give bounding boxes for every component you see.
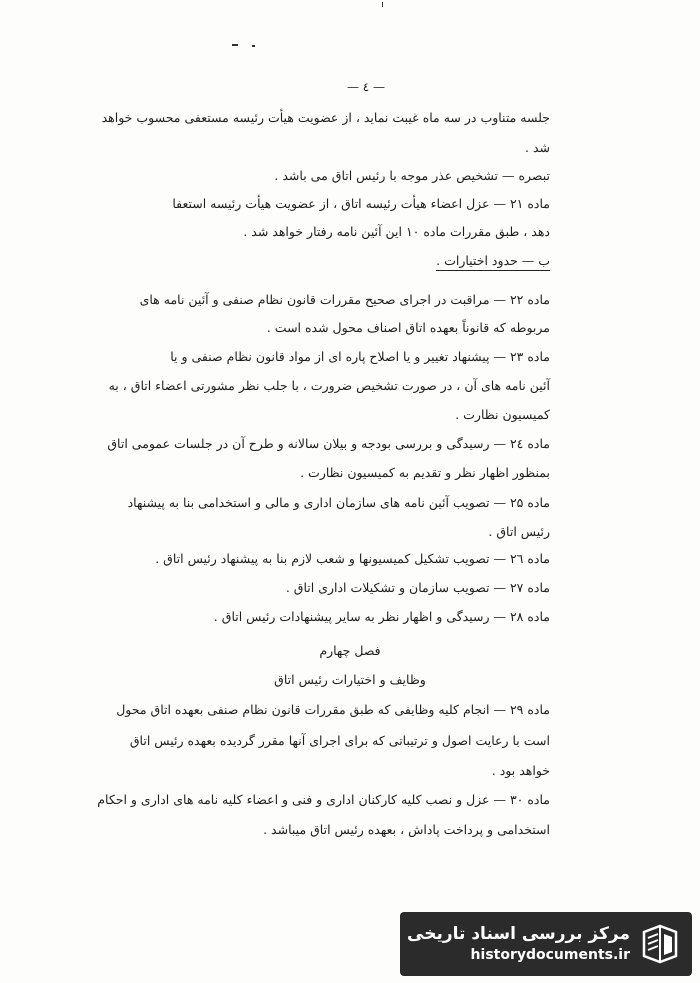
archive-book-icon [638, 922, 682, 966]
text-line: ماده ۲۸ — رسیدگی و اظهار نظر به سایر پیشنهادات رئیس اتاق . [213, 609, 550, 624]
text-line: خواهد بود . [491, 763, 550, 778]
text-line: بمنظور اظهار نظر و تقدیم به کمیسیون نظارت . [300, 465, 550, 480]
text-line: ماده ۲۱ — عزل اعضاء هیأت رئیسه اتاق ، از عضویت هیأت رئیسه استعفا [172, 196, 550, 211]
page-number: — ٤ — [346, 80, 386, 94]
text-line: آئین نامه های آن ، در صورت تشخیص ضرورت ، با جلب نظر مشورتی اعضاء اتاق ، به [108, 378, 550, 393]
scan-mark [232, 44, 238, 46]
watermark-text [407, 923, 630, 965]
text-line: ماده ۲۷ — تصویب سازمان و تشکیلات اداری اتاق . [285, 580, 550, 595]
text-line: ماده ۲۹ — انجام کلیه وظایفی که طبق مقررات قانون نظام صنفی بعهده اتاق محول [116, 702, 550, 717]
section-heading-text: ب — حدود اختیارات . [436, 253, 550, 271]
chapter-title: فصل چهارم [319, 643, 381, 658]
text-line: رئیس اتاق . [488, 524, 550, 539]
text-line: شد . [525, 140, 550, 155]
text-line: دهد ، طبق مقررات ماده ۱۰ این آئین نامه رفتار خواهد شد . [243, 224, 550, 239]
text-line: مربوطه که قانوناً بعهده اتاق اصناف محول شده است . [266, 320, 550, 335]
chapter-subtitle: وظایف و اختیارات رئیس اتاق [274, 672, 426, 687]
text-line: ماده ۲٤ — رسیدگی و بررسی بودجه و بیلان سالانه و طرح آن در جلسات عمومی اتاق [107, 436, 550, 451]
text-line: کمیسیون نظارت . [455, 407, 550, 422]
text-line: ماده ۲۳ — پیشنهاد تغییر و یا اصلاح پاره ای از مواد قانون نظام صنفی و یا [170, 349, 550, 364]
watermark-title: مرکز بررسی اسناد تاریخی [407, 924, 630, 944]
section-heading [150, 253, 550, 271]
text-line: جلسه متناوب در سه ماه غیبت نماید ، از عضویت هیأت رئیسه مستعفی محسوب خواهد [101, 110, 550, 125]
text-line: تبصره — تشخیص عذر موجه با رئیس اتاق می باشد . [274, 168, 550, 183]
text-line: ماده ۲۵ — تصویب آئین نامه های سازمان اداری و مالی و استخدامی بنا به پیشنهاد [127, 495, 550, 510]
text-line: ماده ۲۲ — مراقبت در اجرای صحیح مقررات قانون نظام صنفی و آئین نامه های [139, 292, 550, 307]
scan-mark [382, 2, 383, 7]
scan-mark [252, 45, 255, 47]
text-line: ماده ۳۰ — عزل و نصب کلیه کارکنان اداری و فنی و اعضاء کلیه نامه های اداری و احکام [97, 792, 550, 807]
watermark-url: historydocuments.ir [470, 947, 630, 963]
text-line: استخدامی و پرداخت پاداش ، بعهده رئیس اتاق میباشد . [263, 822, 550, 837]
text-line: است با رعایت اصول و ترتیباتی که برای اجرای آنها مقرر گردیده بعهده رئیس اتاق [129, 733, 550, 748]
watermark [400, 912, 692, 976]
text-line: ماده ۲٦ — تصویب تشکیل کمیسیونها و شعب لازم بنا به پیشنهاد رئیس اتاق . [155, 551, 550, 566]
